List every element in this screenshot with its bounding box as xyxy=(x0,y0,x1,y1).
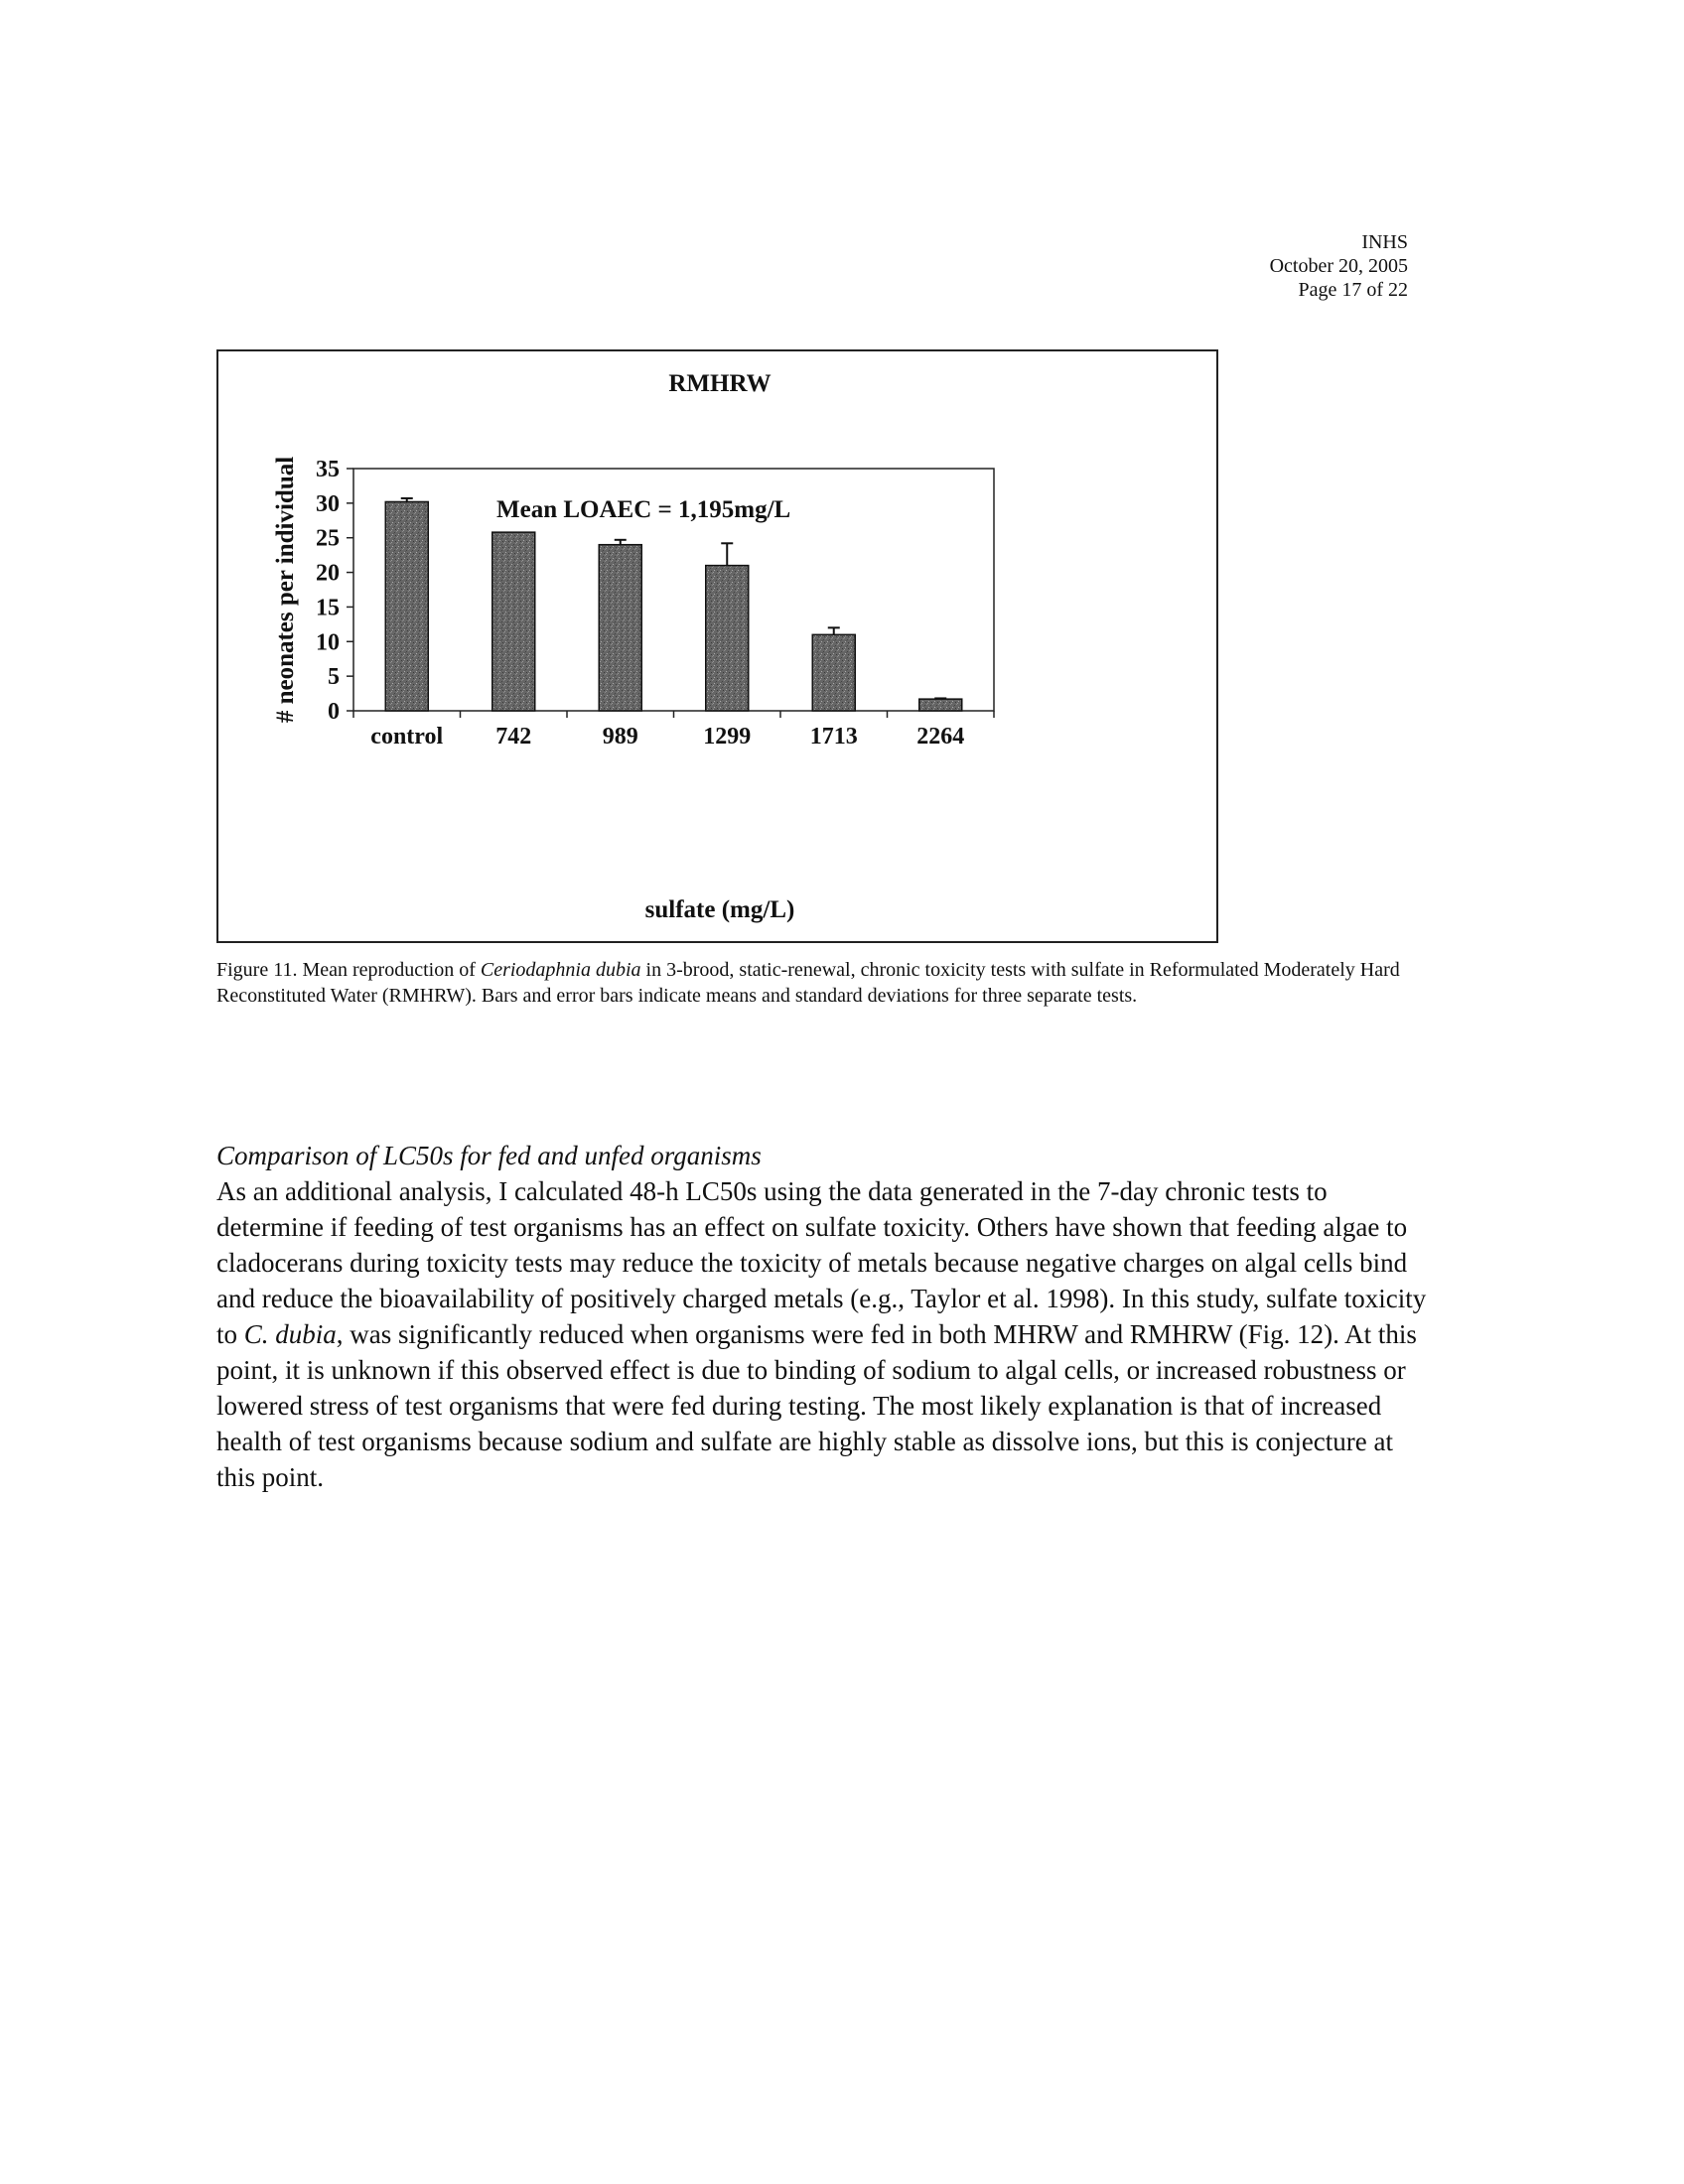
y-tick-label: 5 xyxy=(328,664,340,691)
x-tick-label: 1299 xyxy=(703,724,752,750)
bar-1713 xyxy=(812,634,855,711)
y-tick-label: 10 xyxy=(316,629,340,656)
x-tick-label: 2264 xyxy=(916,724,965,750)
y-tick-label: 35 xyxy=(316,457,340,482)
x-tick-label: 1713 xyxy=(809,724,858,750)
section-heading: Comparison of LC50s for fed and unfed organisms xyxy=(216,1141,762,1170)
figure-caption xyxy=(216,957,1408,1009)
caption-prefix: Figure 11. Mean reproduction of xyxy=(216,959,481,981)
y-tick-label: 0 xyxy=(328,699,340,725)
y-tick-label: 20 xyxy=(316,560,340,587)
body-section xyxy=(216,1138,1438,1495)
bar-2264 xyxy=(919,699,962,711)
bar-chart xyxy=(218,351,1216,941)
chart-title: RMHRW xyxy=(668,370,772,397)
paragraph-part-1: As an additional analysis, I calculated 48-h LC50s using the data generated in the 7-day chronic tests to determine if feeding of test organisms has an effect on sulfate toxicity. Others have shown that feeding algae to cladocerans during toxicity tests may reduce the toxicity of metals because negative charges on algal cells bind and reduce the bioavailability of positively charged metals (e.g., Taylor et al. 1998). In this study, sulfate toxicity to xyxy=(216,1176,1427,1349)
y-tick-label: 30 xyxy=(316,490,340,517)
header-page-number: Page 17 of 22 xyxy=(1298,279,1408,301)
x-tick-label: 989 xyxy=(602,724,638,750)
body-paragraph xyxy=(216,1173,1438,1495)
y-tick-label: 15 xyxy=(316,595,340,621)
figure-11-frame xyxy=(216,349,1218,943)
x-tick-label: 742 xyxy=(495,724,532,750)
caption-rest: in 3-brood, static-renewal, chronic toxicity tests with sulfate in Reformulated Moderately Hard Reconstituted Water (RMHRW). Bars and error bars indicate means and standard deviations for three separate tests. xyxy=(216,959,1400,1007)
header-date: October 20, 2005 xyxy=(1269,255,1408,277)
paragraph-part-2: , was significantly reduced when organisms were fed in both MHRW and RMHRW (Fig. 12). At this point, it is unknown if this observed effect is due to binding of sodium to algal cells, or increased robustness or lowered stress of test organisms that were fed during testing. The most likely explanation is that of increased health of test organisms because sodium and sulfate are highly stable as dissolve ions, but this is conjecture at this point. xyxy=(216,1319,1417,1492)
y-axis-label: # neonates per individual xyxy=(272,456,299,724)
caption-species: Ceriodaphnia dubia xyxy=(480,959,641,981)
bar-989 xyxy=(599,545,641,711)
y-tick-label: 25 xyxy=(316,525,340,552)
x-tick-label: control xyxy=(370,724,444,750)
x-axis-label: sulfate (mg/L) xyxy=(644,896,795,923)
bar-742 xyxy=(492,532,535,711)
bar-1299 xyxy=(706,566,749,711)
species-name: C. dubia xyxy=(243,1319,337,1349)
header-org: INHS xyxy=(1361,231,1408,253)
page-header xyxy=(1270,230,1408,302)
bar-control xyxy=(385,501,428,711)
loaec-annotation: Mean LOAEC = 1,195mg/L xyxy=(496,496,791,523)
